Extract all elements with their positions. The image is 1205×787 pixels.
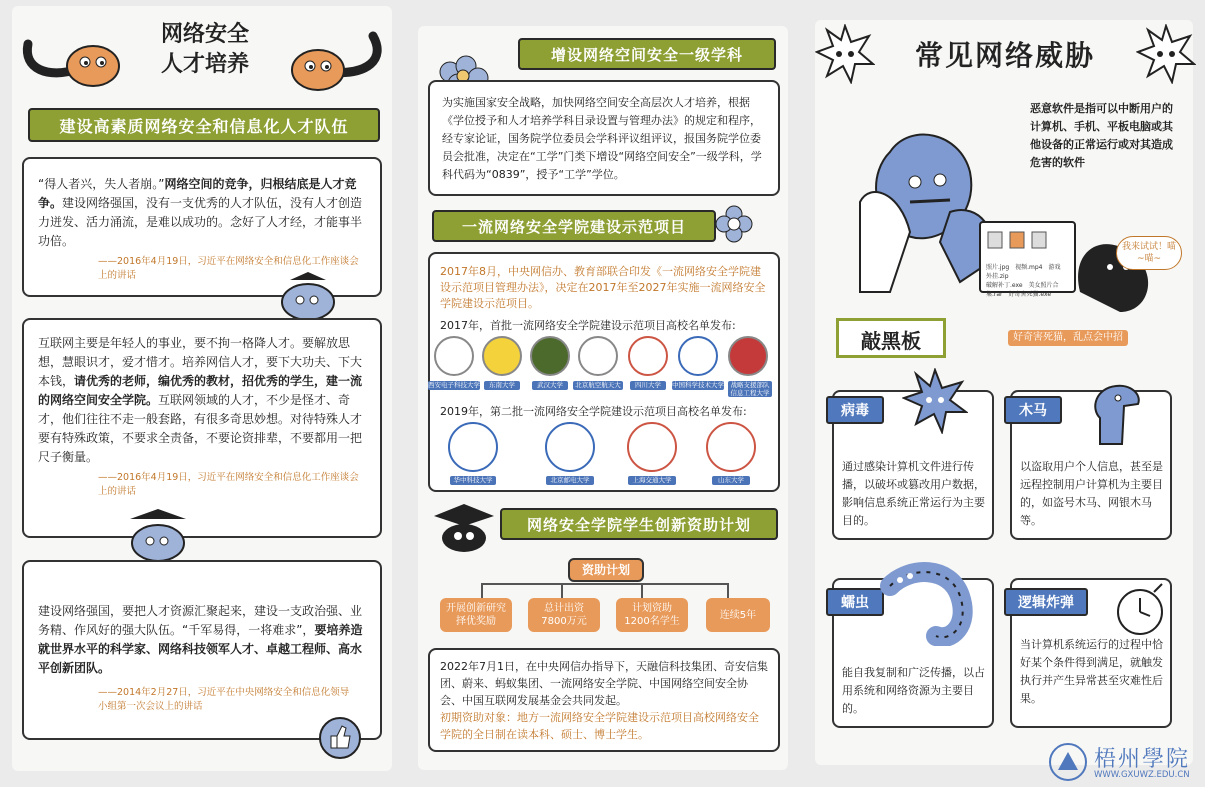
quote-3-part-a: 建设网络强国，要把人才资源汇聚起来，建设一支政治强、业务精、作风好的强大队伍。“千军易得，一将难求”，: [38, 604, 363, 637]
graduate-mascot-1: [270, 272, 350, 322]
university-logo: [530, 336, 570, 376]
board-label: 敲黑板: [836, 318, 946, 358]
virus-icon: [902, 368, 968, 434]
university-name: 西安电子科技大学: [428, 381, 480, 389]
university-name: 北京航空航天大学: [573, 381, 623, 390]
university-logo: [545, 422, 595, 472]
university-name: 东南大学: [484, 381, 520, 390]
worm-icon: [880, 556, 980, 646]
right-title: 常见网络威胁: [914, 39, 1095, 72]
university-logo: [434, 336, 474, 376]
quote-2-part-c: 互联网领域的人才，不少是怪才、奇才，他们往往不走一般套路，有很多奇思妙想。对待特殊人才要有特殊政策，不要求全责备，不要论资排辈，不要都用一把尺子衡量。: [38, 393, 363, 464]
left-header-line2: 人才培养: [160, 52, 249, 77]
monster-left-icon: [815, 24, 875, 84]
quote-card-3: [22, 560, 382, 740]
university-name: 武汉大学: [532, 381, 568, 390]
monster-right-icon: [1136, 24, 1196, 84]
middle-banner-2: 一流网络安全学院建设示范项目: [432, 210, 716, 242]
university-name: 上海交通大学: [628, 476, 676, 485]
trojan-horse-icon: [1080, 378, 1150, 448]
quote-3-bold: 要培养造就世界水平的科学家、网络科技领军人才、卓越工程师、高水平创新团队。: [38, 623, 363, 675]
university-logo: [628, 336, 668, 376]
threat-desc: 能自我复制和广泛传播，以占用系统和网络资源为主要目的。: [842, 666, 985, 715]
university-logo: [728, 336, 768, 376]
plan-item-text: 开展创新研究 择优奖励: [446, 603, 506, 627]
quote-3-citation: ——2014年2月27日，习近平在中央网络安全和信息化领导小组第一次会议上的讲话: [98, 687, 350, 712]
quote-2-bold: 请优秀的老师，编优秀的教材，招优秀的学生，建一流的网络空间安全学院。: [38, 374, 363, 407]
university-name: 北京邮电大学: [546, 476, 594, 485]
file-list: [986, 262, 1066, 298]
file-label: 破解补丁.exe: [986, 282, 1023, 289]
threat-tag: 木马: [1004, 396, 1062, 424]
watermark-name: 梧州學院: [1094, 747, 1191, 772]
quote-1-text: [38, 175, 366, 251]
illustration-caption: 好奇害死猫，乱点会中招: [1008, 330, 1128, 346]
funding-target-text: 初期资助对象：地方一流网络安全学院建设示范项目高校网络安全学院的全日制在读本科、硕士、博士学生。: [440, 711, 759, 741]
discipline-card: [428, 80, 780, 196]
threat-desc: 当计算机系统运行的过程中恰好某个条件得到满足，就触发执行并产生异常甚至灾难性后果。: [1020, 638, 1163, 705]
left-header-line1: 网络安全: [160, 22, 249, 47]
university-logo: [678, 336, 718, 376]
file-label: 美女照片合集.rar: [986, 282, 1059, 298]
left-section-banner: 建设高素质网络安全和信息化人才队伍: [28, 108, 380, 142]
plan-item: [440, 598, 512, 632]
threat-desc: 通过感染计算机文件进行传播，以破坏或篡改用户数据，影响信息系统正常运行为主要目的。: [842, 460, 985, 527]
funding-text: 2022年7月1日，在中央网信办指导下，天融信科技集团、奇安信集团、蔚来、蚂蚁集团、一流网络安全学院、中国网络空间安全协会、中国互联网发展基金会共同发起。: [440, 660, 768, 707]
malware-description: 恶意软件是指可以中断用户的计算机、手机、平板电脑或其他设备的正常运行或对其造成危害的软件: [1030, 102, 1173, 169]
plan-title: 资助计划: [568, 558, 644, 582]
quote-1-citation: ——2016年4月19日，习近平在网络安全和信息化工作座谈会上的讲话: [98, 256, 359, 281]
threat-tag: 蠕虫: [826, 588, 884, 616]
cat-speech-bubble: 我来试试！喵~喵~: [1116, 236, 1182, 270]
university-logo: [706, 422, 756, 472]
plan-item: [528, 598, 600, 632]
middle-banner-3: 网络安全学院学生创新资助计划: [500, 508, 778, 540]
quote-1-part-a: “得人者兴，失人者崩。”: [38, 177, 165, 191]
watermark-url: WWW.GXUWZ.EDU.CN: [1094, 770, 1190, 780]
batch1-heading: 2017年，首批一流网络安全学院建设示范项目高校名单发布:: [440, 319, 736, 332]
graduate-mascot-2: [120, 505, 200, 565]
quote-card-2: [22, 318, 382, 538]
file-label: 游戏外挂.zip: [986, 264, 1061, 280]
university-logo: [627, 422, 677, 472]
file-label: 好奇害死猫.exe: [1008, 291, 1052, 298]
plan-item: [616, 598, 688, 632]
university-logo: [578, 336, 618, 376]
university-logo: [482, 336, 522, 376]
university-name: 战略支援部队信息工程大学: [728, 381, 772, 397]
plan-item-text: 总计出资 7800万元: [541, 603, 587, 627]
quote-1-part-c: 建设网络强国，没有一支优秀的人才队伍，没有人才创造力迸发、活力涌流，是难以成功的。念好了人才经，才能事半功倍。: [38, 196, 363, 248]
discipline-text: 为实施国家安全战略，加快网络空间安全高层次人才培养，根据《学位授予和人才培养学科目录设置与管理办法》的规定和程序，经专家论证，国务院学位委员会学科评议组评议，报国务院学位委员会批准，决定在“工学”门类下增设“网络空间安全”一级学科，学科代码为“0839”，授予“工学”学位。: [442, 96, 762, 181]
program-text: 2017年8月，中央网信办、教育部联合印发《一流网络安全学院建设示范项目管理办法》，决定在2017年至2027年实施一流网络安全学院建设示范项目。: [440, 265, 766, 310]
plan-item: [706, 598, 770, 632]
left-header-title: [140, 20, 270, 80]
threat-desc: 以盗取用户个人信息，甚至是远程控制用户计算机为主要目的，如盗号木马、网银木马等。: [1020, 460, 1163, 527]
quote-3-text: [38, 602, 370, 678]
file-label: 视频.mp4: [1015, 264, 1043, 271]
school-emblem-icon: [1048, 742, 1088, 782]
flower-icon-2: [714, 204, 754, 244]
quote-2-part-a: 互联网主要是年轻人的事业，要不拘一格降人才。要解放思想，慧眼识才，爱才惜才。培养网信人才，要下大功夫、下大本钱，: [38, 336, 363, 388]
university-logo: [448, 422, 498, 472]
threat-tag: 病毒: [826, 396, 884, 424]
quote-2-citation: ——2016年4月19日，习近平在网络安全和信息化工作座谈会上的讲话: [98, 472, 359, 497]
file-label: 照片.jpg: [986, 264, 1010, 271]
funding-card: [428, 648, 780, 752]
thumbs-up-icon: [318, 716, 362, 760]
threat-tag: 逻辑炸弹: [1004, 588, 1088, 616]
graduation-cap-mascot: [430, 500, 500, 556]
clock-bomb-icon: [1110, 580, 1170, 640]
plan-item-text: 计划资助 1200名学生: [624, 603, 680, 627]
university-name: 四川大学: [630, 381, 666, 390]
university-name: 华中科技大学: [450, 476, 496, 485]
university-name: 山东大学: [712, 476, 750, 485]
middle-banner-1: 增设网络空间安全一级学科: [518, 38, 776, 70]
quote-1-bold: 网络空间的竞争，归根结底是人才竞争。: [38, 177, 357, 210]
batch2-heading: 2019年，第二批一流网络安全学院建设示范项目高校名单发布:: [440, 405, 747, 418]
quote-2-text: [38, 334, 370, 467]
university-name: 中国科学技术大学: [672, 381, 724, 389]
plan-item-text: 连续5年: [719, 609, 757, 621]
